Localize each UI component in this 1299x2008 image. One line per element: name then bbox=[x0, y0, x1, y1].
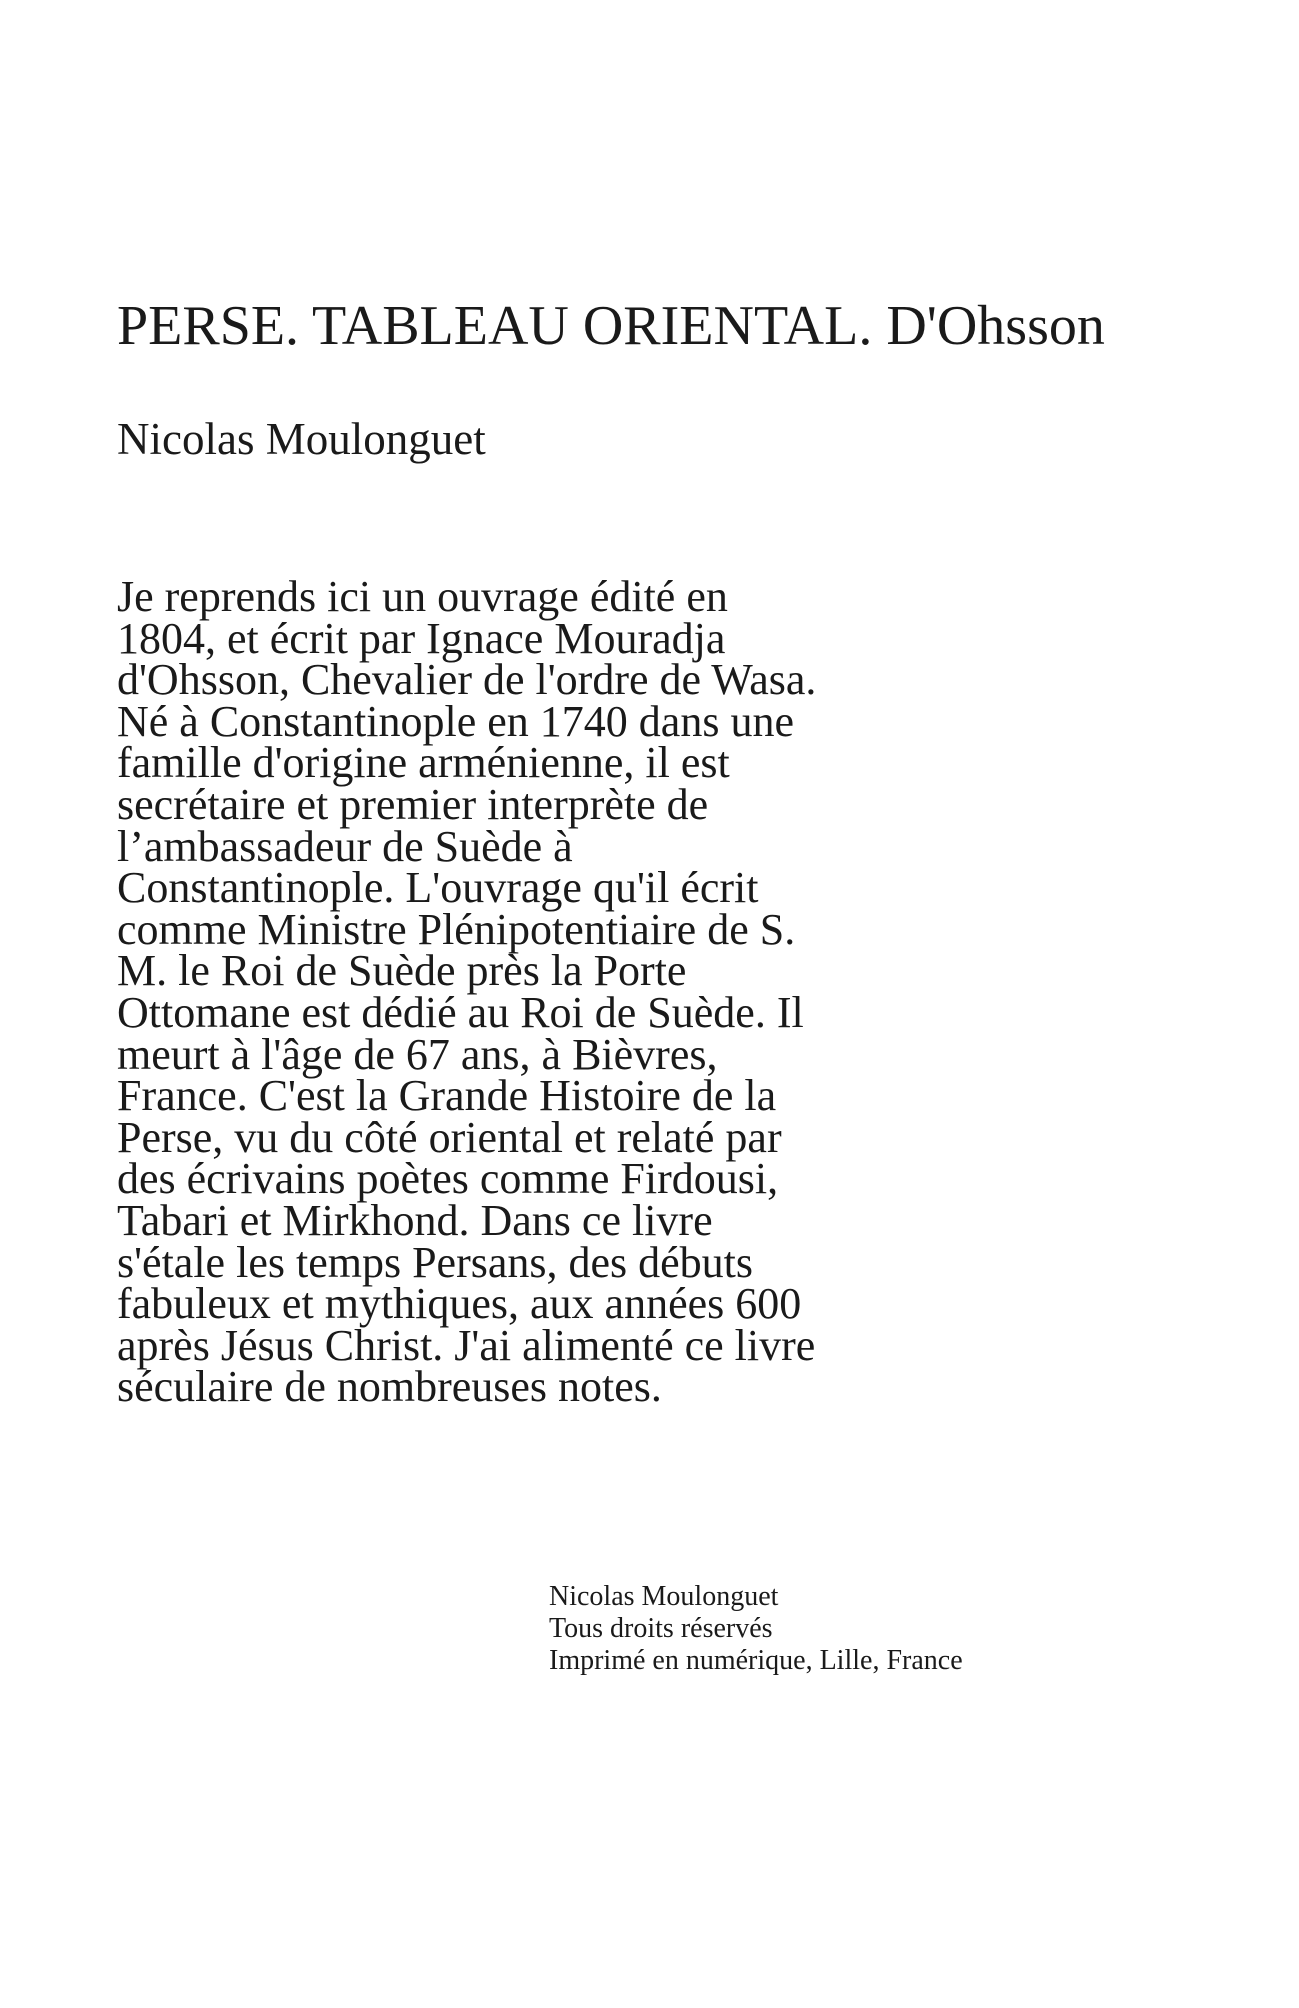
book-title: PERSE. TABLEAU ORIENTAL. D'Ohsson bbox=[117, 295, 1105, 357]
description-line: Perse, vu du côté oriental et relaté par bbox=[117, 1112, 782, 1162]
description-line: secrétaire et premier interprète de bbox=[117, 779, 709, 829]
description-line: Tabari et Mirkhond. Dans ce livre bbox=[117, 1195, 713, 1245]
description-line: M. le Roi de Suède près la Porte bbox=[117, 946, 687, 996]
description-line: l’ambassadeur de Suède à bbox=[117, 821, 573, 871]
book-description bbox=[117, 572, 977, 1412]
description-line: Ottomane est dédié au Roi de Suède. Il bbox=[117, 987, 804, 1037]
description-line: après Jésus Christ. J'ai alimenté ce livre bbox=[117, 1320, 816, 1370]
description-line: fabuleux et mythiques, aux années 600 bbox=[117, 1279, 802, 1329]
description-line: comme Ministre Plénipotentiaire de S. bbox=[117, 904, 796, 954]
description-line: 1804, et écrit par Ignace Mouradja bbox=[117, 613, 726, 663]
description-line: famille d'origine arménienne, il est bbox=[117, 738, 730, 788]
description-line: Né à Constantinople en 1740 dans une bbox=[117, 696, 794, 746]
description-line: séculaire de nombreuses notes. bbox=[117, 1362, 662, 1412]
description-line: d'Ohsson, Chevalier de l'ordre de Wasa. bbox=[117, 655, 817, 705]
description-line: Constantinople. L'ouvrage qu'il écrit bbox=[117, 863, 759, 913]
colophon-author: Nicolas Moulonguet bbox=[549, 1581, 779, 1612]
description-line: s'étale les temps Persans, des débuts bbox=[117, 1237, 754, 1287]
colophon-printing: Imprimé en numérique, Lille, France bbox=[549, 1645, 963, 1676]
description-line: France. C'est la Grande Histoire de la bbox=[117, 1071, 777, 1121]
description-line: meurt à l'âge de 67 ans, à Bièvres, bbox=[117, 1029, 718, 1079]
description-line: Je reprends ici un ouvrage édité en bbox=[117, 572, 728, 621]
colophon bbox=[549, 1581, 1249, 1677]
colophon-rights: Tous droits réservés bbox=[549, 1613, 773, 1644]
description-line: des écrivains poètes comme Firdousi, bbox=[117, 1154, 779, 1204]
author-name: Nicolas Moulonguet bbox=[117, 414, 486, 464]
